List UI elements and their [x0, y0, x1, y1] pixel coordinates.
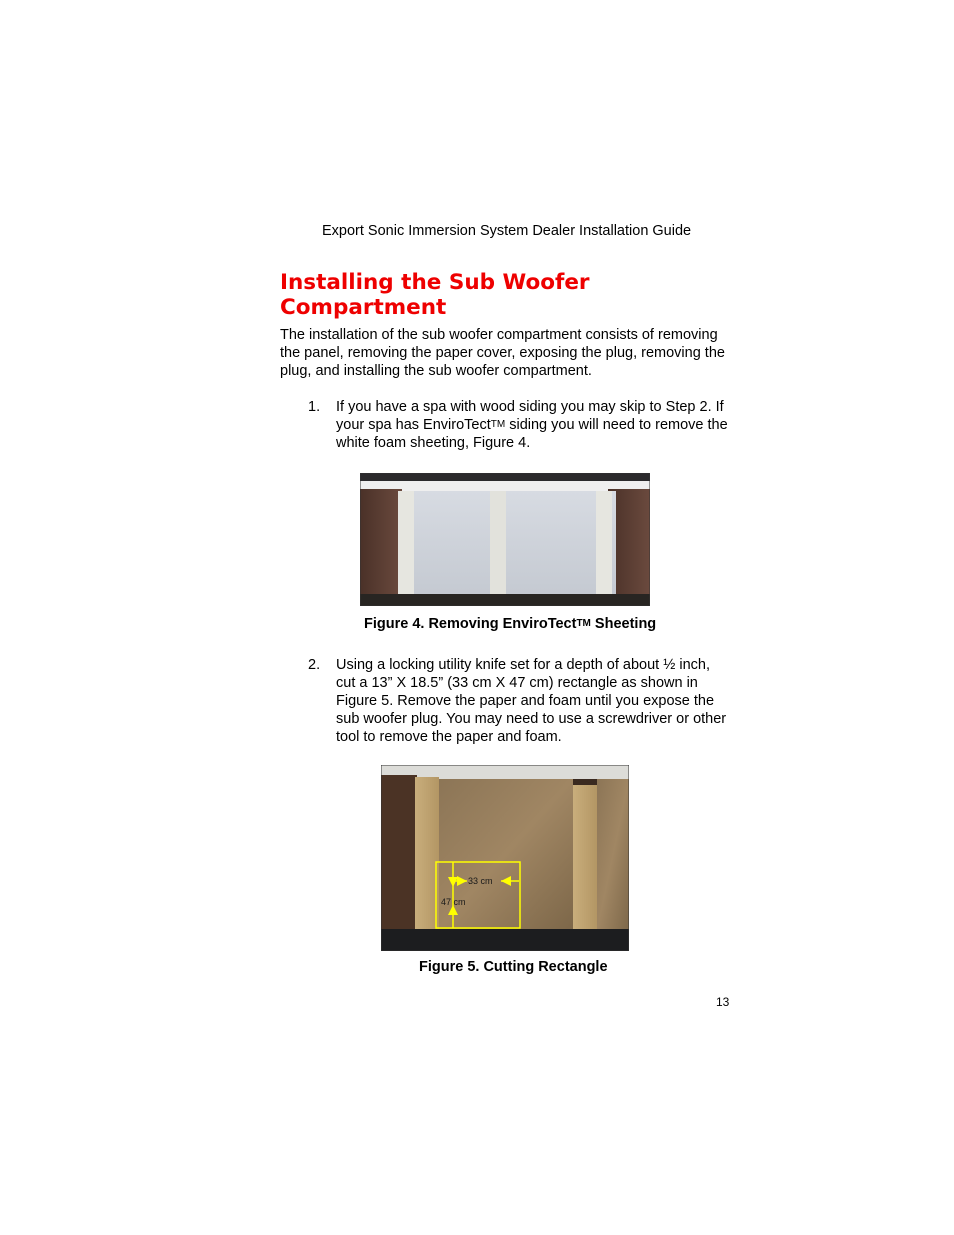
caption-text: Figure 4. Removing EnviroTect	[364, 616, 577, 632]
height-label: 47 cm	[441, 897, 466, 907]
figure-4-photo	[360, 473, 650, 606]
step-text-part: If you have a spa with wood siding you may skip to Step 2. If your spa has EnviroTect	[336, 399, 724, 433]
trademark-symbol: TM	[576, 618, 591, 629]
step-text	[336, 398, 731, 452]
step-text: Using a locking utility knife set for a depth of about ½ inch, cut a 13” X 18.5” (33 cm X 47 cm) rectangle as shown in Figure 5. Remove the paper and foam until you expose the sub woofer plug. You may need to use a screwdriver or other tool to remove the paper and foam.	[336, 657, 727, 745]
trademark-symbol: TM	[490, 419, 506, 430]
running-header: Export Sonic Immersion System Dealer Installation Guide	[322, 223, 692, 239]
step-number: 1.	[308, 399, 321, 415]
width-label: 33 cm	[468, 876, 493, 886]
intro-paragraph: The installation of the sub woofer compartment consists of removing the panel, removing the paper cover, exposing the plug, removing the plug, and installing the sub woofer compartment.	[280, 327, 725, 379]
step-number: 2.	[308, 657, 321, 673]
figure-4-caption	[364, 616, 656, 632]
figure-5-photo	[381, 765, 629, 951]
figure-5-caption: Figure 5. Cutting Rectangle	[419, 959, 608, 975]
section-title: Installing the Sub Woofer Compartment	[280, 270, 590, 320]
caption-text: Sheeting	[590, 616, 657, 632]
step-text-part: siding you will need to remove the white foam sheeting, Figure 4.	[336, 417, 728, 451]
page-number: 13	[716, 995, 730, 1009]
